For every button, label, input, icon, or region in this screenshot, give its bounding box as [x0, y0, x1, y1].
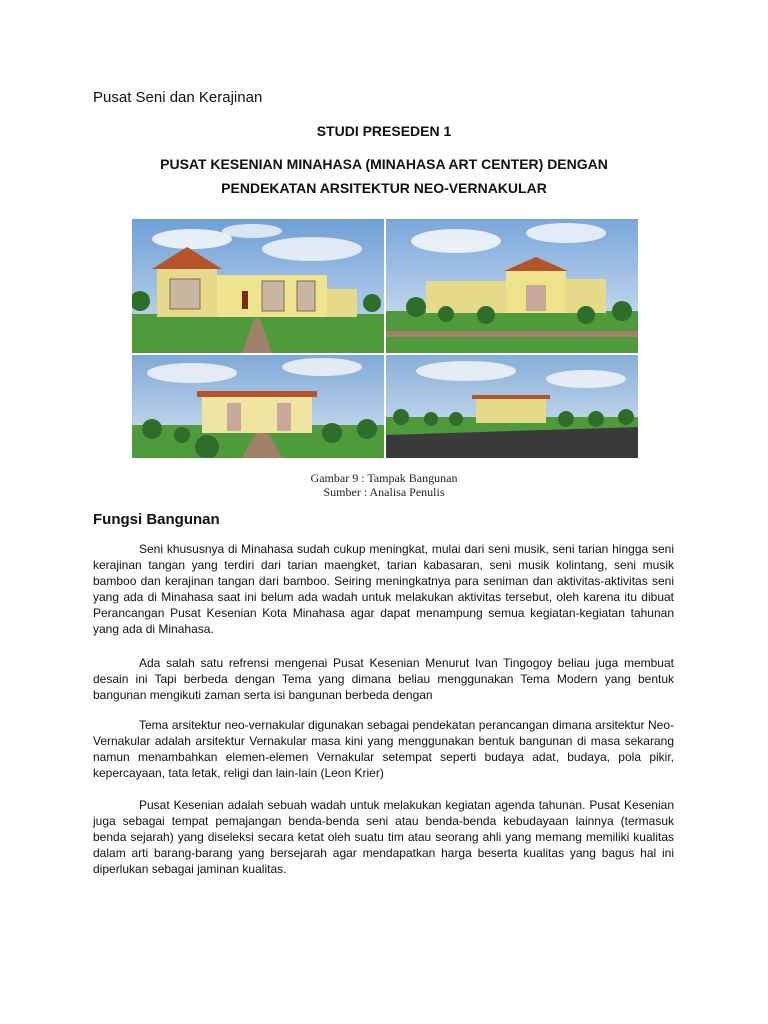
building-elevation-figure — [132, 219, 638, 458]
render-rear-view — [132, 355, 384, 458]
body-paragraph: Pusat Kesenian adalah sebuah wadah untuk melakukan kegiatan agenda tahunan. Pusat Kesenian juga sebagai tempat pemajangan benda-benda seni atau benda-benda kebudayaan lainnya (termasuk benda sejarah) yang diseleksi secara ketat oleh suatu tim atau seorang ahli yang memang memiliki kualitas dalam arti barang-barang yang bersejarah agar mendapatkan harga beserta kualitas yang bagus hal ini diperlukan sebagai jaminan kualitas. — [93, 798, 674, 876]
render-front-view — [132, 219, 384, 353]
main-title-line2: PENDEKATAN ARSITEKTUR NEO-VERNAKULAR — [221, 180, 547, 196]
figure-caption-title: Gambar 9 : Tampak Bangunan — [310, 471, 458, 485]
render-distant-view — [386, 355, 638, 458]
figure-caption-source: Sumber : Analisa Penulis — [323, 485, 445, 499]
section-heading: Fungsi Bangunan — [93, 511, 220, 528]
running-header: Pusat Seni dan Kerajinan — [93, 89, 263, 106]
body-paragraph: Seni khususnya di Minahasa sudah cukup meningkat, mulai dari seni musik, seni tarian hingga seni kerajinan tangan yang terdiri dari tarian maengket, tarian kabasaran, seni musik kolintang, seni musik bamboo dan kerajinan tangan dari bamboo. Seiring meningkatnya para seniman dan aktivitas-aktivitas seni yang ada di Minahasa saat ini belum ada wadah untuk melakukan aktivitas tersebut, oleh karena itu dibuat Perancangan Pusat Kesenian Kota Minahasa agar dapat menampung semua kegiatan-kegiatan tahunan yang ada di Minahasa. — [93, 542, 674, 636]
study-title: STUDI PRESEDEN 1 — [316, 123, 452, 139]
main-title — [120, 152, 648, 200]
main-title-line1: PUSAT KESENIAN MINAHASA (MINAHASA ART CENTER) DENGAN — [160, 156, 608, 172]
body-paragraph: Ada salah satu refrensi mengenai Pusat Kesenian Menurut Ivan Tingogoy beliau juga membuat desain ini Tapi berbeda dengan Tema yang dimana beliau menggunakan Tema Modern yang bentuk bangunan mengikuti zaman serta isi bangunan berbeda dengan — [93, 656, 674, 702]
figure-caption — [0, 471, 768, 499]
body-paragraph: Tema arsitektur neo-vernakular digunakan sebagai pendekatan perancangan dimana arsitektur Neo-Vernakular adalah arsitektur Vernakular masa kini yang menggunakan bentuk bangunan di masa sekarang namun menambahkan elemen-elemen Vernakular setempat seperti budaya adat, budaya, pola pikir, kepercayaan, tata letak, religi dan lain-lain (Leon Krier) — [93, 718, 674, 780]
render-side-view — [386, 219, 638, 353]
